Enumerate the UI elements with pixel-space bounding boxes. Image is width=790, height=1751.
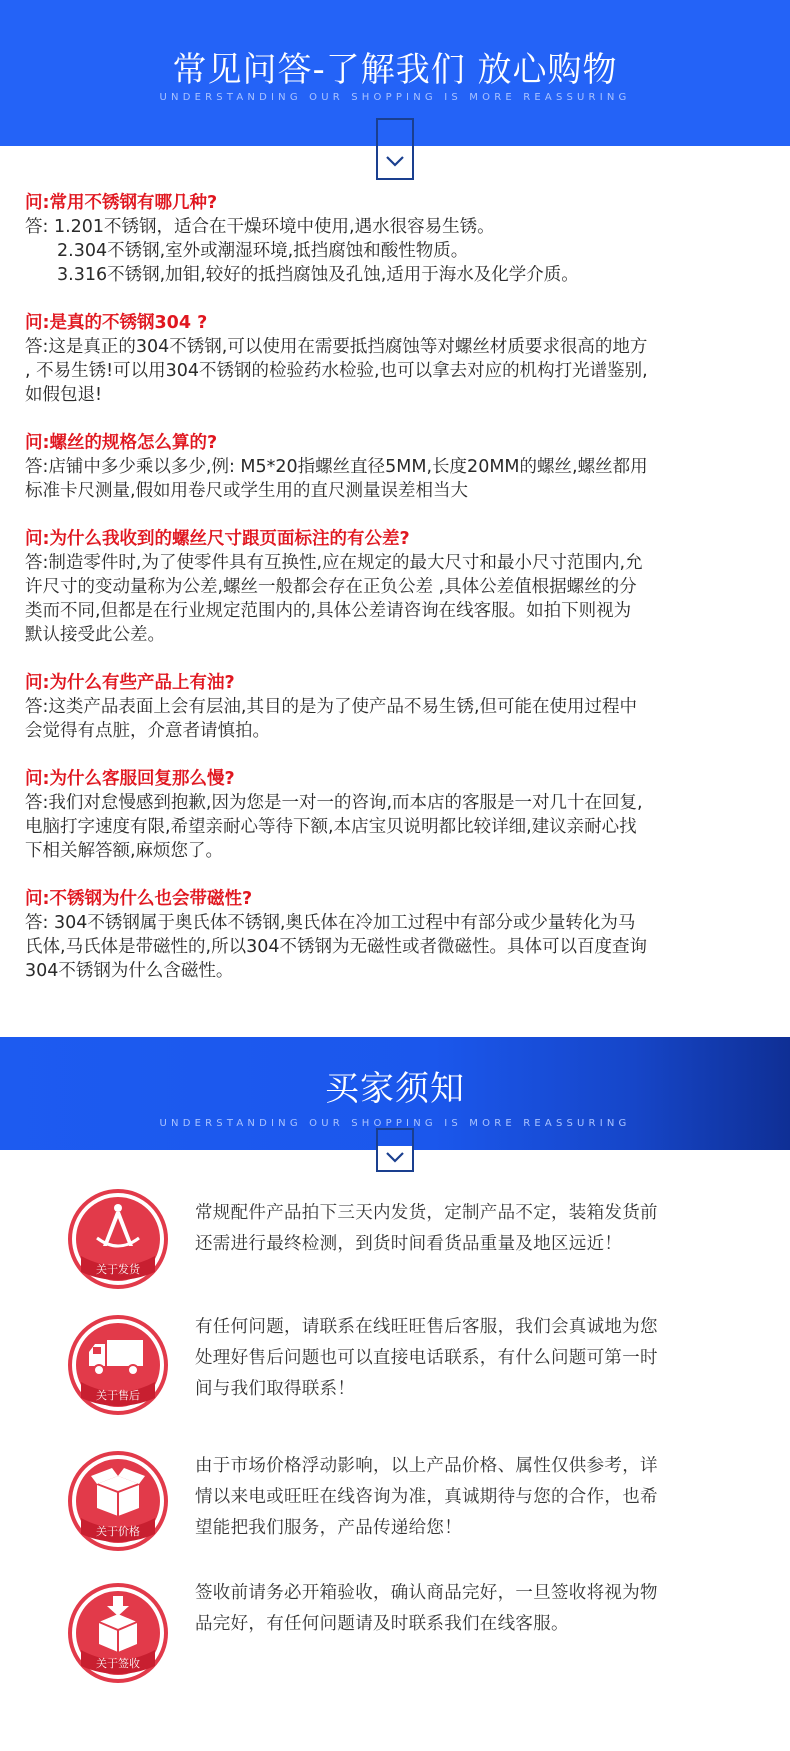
faq-question: 问:为什么有些产品上有油? bbox=[25, 673, 235, 693]
faq-answer-line: 下相关解答额,麻烦您了。 bbox=[25, 841, 224, 861]
notice-line: 望能把我们服务，产品传递给您！ bbox=[195, 1518, 462, 1538]
faq-answer-line: 3.316不锈钢,加钼,较好的抵挡腐蚀及孔蚀,适用于海水及化学介质。 bbox=[57, 265, 579, 285]
badge-label: 关于售后 bbox=[96, 1389, 140, 1402]
notice-line: 由于市场价格浮动影响，以上产品价格、属性仅供参考，详 bbox=[195, 1456, 658, 1476]
badge-label: 关于发货 bbox=[96, 1263, 140, 1276]
notice-line: 签收前请务必开箱验收，确认商品完好，一旦签收将视为物 bbox=[195, 1583, 658, 1603]
faq-answer-line: 答:制造零件时,为了使零件具有互换性,应在规定的最大尺寸和最小尺寸范围内,允 bbox=[25, 553, 643, 573]
faq-item bbox=[25, 311, 770, 407]
faq-banner-title: 常见问答-了解我们 放心购物 bbox=[172, 50, 618, 90]
badge-label: 关于价格 bbox=[96, 1525, 140, 1538]
signing-badge bbox=[67, 1582, 169, 1684]
faq-answer-line: , 不易生锈!可以用304不锈钢的检验药水检验,也可以拿去对应的机构打光谱鉴别, bbox=[25, 361, 648, 381]
faq-answer-line: 电脑打字速度有限,希望亲耐心等待下额,本店宝贝说明都比较详细,建议亲耐心找 bbox=[25, 817, 637, 837]
faq-answer-line: 答:这是真正的304不锈钢,可以使用在需要抵挡腐蚀等对螺丝材质要求很高的地方 bbox=[25, 337, 648, 357]
faq-answer-line: 答: 304不锈钢属于奥氏体不锈钢,奥氏体在冷加工过程中有部分或少量转化为马 bbox=[25, 913, 636, 933]
faq-answer-line: 答: 1.201不锈钢，适合在干燥环境中使用,遇水很容易生锈。 bbox=[25, 217, 495, 237]
faq-question: 问:为什么我收到的螺丝尺寸跟页面标注的有公差? bbox=[25, 529, 410, 549]
notice-line: 有任何问题，请联系在线旺旺售后客服，我们会真诚地为您 bbox=[195, 1317, 658, 1337]
faq-answer-line: 如假包退! bbox=[25, 385, 103, 405]
notice-line: 品完好，有任何问题请及时联系我们在线客服。 bbox=[195, 1614, 569, 1634]
faq-answer-line: 会觉得有点脏，介意者请慎拍。 bbox=[25, 721, 270, 741]
faq-answer-line: 默认接受此公差。 bbox=[25, 625, 165, 645]
faq-item bbox=[25, 767, 770, 863]
faq-banner-subtitle: UNDERSTANDING OUR SHOPPING IS MORE REASSURING bbox=[159, 92, 631, 103]
faq-answer bbox=[25, 455, 770, 503]
badge-label: 关于签收 bbox=[96, 1657, 140, 1670]
aftersales-badge bbox=[67, 1314, 169, 1416]
notice-line: 处理好售后问题也可以直接电话联系，有什么问题可第一时 bbox=[195, 1348, 658, 1368]
notice-line: 间与我们取得联系！ bbox=[195, 1379, 356, 1399]
faq-answer bbox=[25, 215, 770, 287]
faq-question: 问:螺丝的规格怎么算的? bbox=[25, 433, 218, 453]
faq-question: 问:为什么客服回复那么慢? bbox=[25, 769, 235, 789]
chevron-down-icon bbox=[385, 154, 405, 168]
faq-answer bbox=[25, 791, 770, 863]
faq-answer-line: 类而不同,但都是在行业规定范围内的,具体公差请咨询在线客服。如拍下则视为 bbox=[25, 601, 632, 621]
notice-banner-title: 买家须知 bbox=[325, 1069, 465, 1109]
faq-answer bbox=[25, 911, 770, 983]
faq-question: 问:常用不锈钢有哪几种? bbox=[25, 193, 218, 213]
notice-line: 还需进行最终检测，到货时间看货品重量及地区远近！ bbox=[195, 1234, 623, 1254]
faq-answer-line: 氏体,马氏体是带磁性的,所以304不锈钢为无磁性或者微磁性。具体可以百度查询 bbox=[25, 937, 648, 957]
notice-banner-subtitle: UNDERSTANDING OUR SHOPPING IS MORE REASSURING bbox=[159, 1118, 631, 1129]
faq-answer bbox=[25, 551, 770, 647]
faq-answer bbox=[25, 695, 770, 743]
faq-question: 问:是真的不锈钢304 ? bbox=[25, 313, 208, 333]
faq-item bbox=[25, 191, 770, 287]
faq-item bbox=[25, 527, 770, 647]
faq-answer-line: 标准卡尺测量,假如用卷尺或学生用的直尺测量误差相当大 bbox=[25, 481, 469, 501]
chevron-down-icon bbox=[385, 1150, 405, 1164]
faq-answer bbox=[25, 335, 770, 407]
faq-item bbox=[25, 887, 770, 983]
faq-item bbox=[25, 431, 770, 503]
faq-answer-line: 许尺寸的变动量称为公差,螺丝一般都会存在正负公差 ,具体公差值根据螺丝的分 bbox=[25, 577, 637, 597]
notice-line: 常规配件产品拍下三天内发货，定制产品不定，装箱发货前 bbox=[195, 1203, 658, 1223]
faq-answer-line: 304不锈钢为什么含磁性。 bbox=[25, 961, 234, 981]
faq-question: 问:不锈钢为什么也会带磁性? bbox=[25, 889, 253, 909]
faq-answer-line: 答:这类产品表面上会有层油,其目的是为了使产品不易生锈,但可能在使用过程中 bbox=[25, 697, 638, 717]
faq-answer-line: 2.304不锈钢,室外或潮湿环境,抵挡腐蚀和酸性物质。 bbox=[57, 241, 469, 261]
notice-banner-notch bbox=[376, 1128, 414, 1172]
price-badge bbox=[67, 1450, 169, 1552]
faq-answer-line: 答:我们对怠慢感到抱歉,因为您是一对一的咨询,而本店的客服是一对几十在回复, bbox=[25, 793, 643, 813]
faq-answer-line: 答:店铺中多少乘以多少,例: M5*20指螺丝直径5MM,长度20MM的螺丝,螺丝都用 bbox=[25, 457, 648, 477]
notice-text bbox=[195, 1198, 735, 1260]
notice-line: 情以来电或旺旺在线咨询为准，真诚期待与您的合作，也希 bbox=[195, 1487, 658, 1507]
notice-text bbox=[195, 1578, 735, 1640]
faq-banner-notch bbox=[376, 118, 414, 180]
notice-text bbox=[195, 1312, 735, 1405]
faq-item bbox=[25, 671, 770, 743]
shipping-badge bbox=[67, 1188, 169, 1290]
notice-text bbox=[195, 1451, 735, 1544]
